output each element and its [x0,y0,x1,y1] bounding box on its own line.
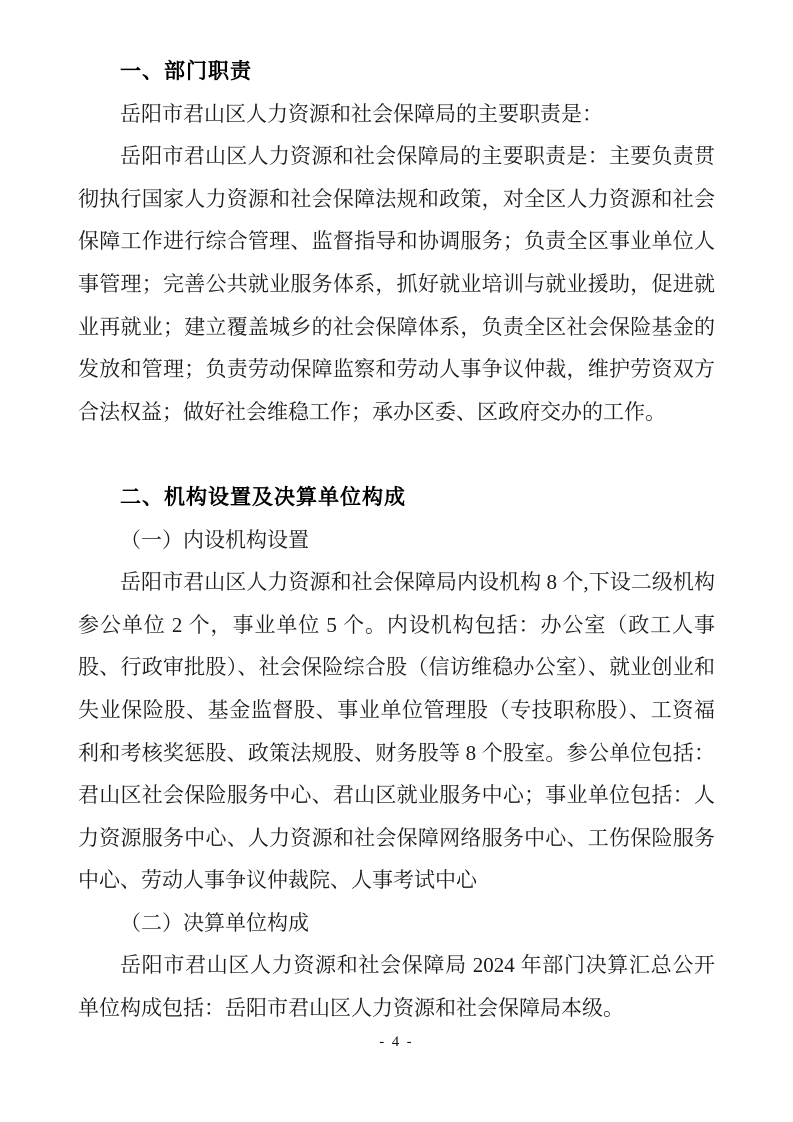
section-2-sub-2-heading: （二）决算单位构成 [120,910,309,935]
section-1-heading: 一、部门职责 [120,59,252,83]
section-1-duties-paragraph: 岳阳市君山区人力资源和社会保障局的主要职责是：主要负责贯彻执行国家人力资源和社会保障法规和政策，对全区人力资源和社会保障工作进行综合管理、监督指导和协调服务；负责全区事业单位人事管理；完善公共就业服务体系，抓好就业培训与就业援助，促进就业再就业；建立覆盖城乡的社会保障体系，负责全区社会保险基金的发放和管理；负责劳动保障监察和劳动人事争议仲裁，维护劳资双方合法权益；做好社会维稳工作；承办区委、区政府交办的工作。 [78,144,715,424]
section-2-budget-units-paragraph: 岳阳市君山区人力资源和社会保障局 2024 年部门决算汇总公开单位构成包括：岳阳市君山区人力资源和社会保障局本级。 [78,953,715,1021]
page-footer [0,1033,793,1051]
page-number: - 4 - [379,1034,414,1050]
section-2-internal-structure-paragraph: 岳阳市君山区人力资源和社会保障局内设机构 8 个,下设二级机构参公单位 2 个，事业单位 5 个。内设机构包括：办公室（政工人事股、行政审批股）、社会保险综合股（信访维稳办公室）、就业创业和失业保险股、基金监督股、事业单位管理股（专技职称股）、工资福利和考核奖惩股、政策法规股、财务股等 8 个股室。参公单位包括：君山区社会保险服务中心、君山区就业服务中心；事业单位包括：人力资源服务中心、人力资源和社会保障网络服务中心、工伤保险服务中心、劳动人事争议仲裁院、人事考试中心 [78,570,715,893]
document-content [78,50,715,1030]
section-1-intro-paragraph: 岳阳市君山区人力资源和社会保障局的主要职责是： [120,101,603,126]
section-2-heading: 二、机构设置及决算单位构成 [120,484,406,509]
section-2-sub-1-heading: （一）内设机构设置 [120,527,309,552]
